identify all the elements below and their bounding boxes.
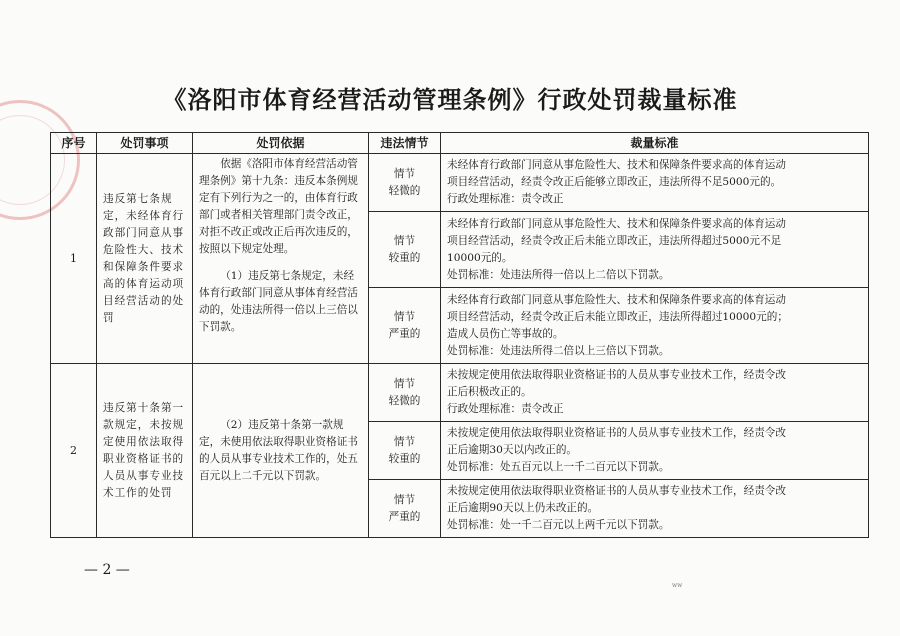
standard-line: 未经体育行政部门同意从事危险性大、技术和保障条件要求高的体育运动 [447, 159, 786, 171]
circumstance-level: 较重的 [388, 251, 421, 264]
basis-sub-text: （2）违反第十条第一款规定，未使用依法取得职业资格证书的人员从事专业技术工作的，处五百元以上二千元以下罚款。 [199, 418, 358, 482]
circumstance-cell [369, 288, 441, 364]
penalty-standard-table [50, 132, 869, 538]
circumstance-cell [369, 364, 441, 422]
standard-line: 行政处理标准：责令改正 [447, 193, 564, 205]
standard-line: 处罚标准：处违法所得二倍以上三倍以下罚款。 [447, 344, 670, 357]
row-number: 1 [51, 154, 97, 364]
circumstance-level: 轻微的 [388, 394, 421, 407]
circumstance-label: 情节 [393, 435, 416, 448]
circumstance-level: 严重的 [388, 510, 421, 523]
standard-line: 造成人员伤亡等事故的。 [447, 327, 564, 340]
penalty-item: 违反第十条第一款规定，未按规定使用依法取得职业资格证书的人员从事专业技术工作的处罚 [97, 364, 193, 538]
circumstance-level: 轻微的 [388, 184, 421, 197]
page-number: — 2 — [84, 562, 130, 578]
row-number: 2 [51, 364, 97, 538]
standard-cell [441, 212, 869, 288]
standard-line: 正后积极改正的。 [447, 386, 532, 398]
standard-cell [441, 422, 869, 480]
table-row [51, 154, 869, 212]
circumstance-cell [369, 422, 441, 480]
standard-line: 10000元的。 [447, 251, 513, 264]
header-item: 处罚事项 [97, 133, 193, 154]
standard-line: 项目经营活动，经责令改正后未能立即改正，违法所得超过5000元不足 [447, 234, 782, 247]
circumstance-level: 较重的 [388, 452, 421, 465]
standard-line: 处罚标准：处五百元以上一千二百元以下罚款。 [447, 461, 670, 473]
standard-line: 未按规定使用依法取得职业资格证书的人员从事专业技术工作，经责令改 [447, 485, 786, 497]
standard-line: 行政处理标准：责令改正 [447, 403, 564, 415]
standard-line: 处罚标准：处一千二百元以上两千元以下罚款。 [447, 519, 670, 531]
circumstance-label: 情节 [393, 310, 416, 323]
basis-sub-text: （1）违反第七条规定，未经体育行政部门同意从事体育经营活动的，处违法所得一倍以上三倍以下罚款。 [199, 270, 358, 333]
standard-cell [441, 480, 869, 538]
circumstance-label: 情节 [393, 167, 416, 180]
table-header-row [51, 133, 869, 154]
circumstance-label: 情节 [393, 234, 416, 247]
penalty-basis [193, 154, 369, 364]
footer-mark: ww [672, 582, 683, 589]
circumstance-label: 情节 [393, 493, 416, 506]
circumstance-label: 情节 [393, 377, 416, 390]
standard-line: 未经体育行政部门同意从事危险性大、技术和保障条件要求高的体育运动 [447, 293, 786, 306]
page-title: 《洛阳市体育经营活动管理条例》行政处罚裁量标准 [162, 85, 738, 114]
circumstance-cell [369, 480, 441, 538]
standard-cell [441, 288, 869, 364]
standard-line: 未经体育行政部门同意从事危险性大、技术和保障条件要求高的体育运动 [447, 217, 786, 230]
table-row [51, 364, 869, 422]
circumstance-cell [369, 212, 441, 288]
standard-line: 未按规定使用依法取得职业资格证书的人员从事专业技术工作，经责令改 [447, 427, 786, 439]
header-standard: 裁量标准 [441, 133, 869, 154]
circumstance-level: 严重的 [388, 327, 421, 340]
standard-line: 正后逾期30天以内改正的。 [447, 444, 578, 456]
standard-line: 处罚标准：处违法所得一倍以上二倍以下罚款。 [447, 268, 670, 281]
standard-cell [441, 154, 869, 212]
standard-line: 项目经营活动，经责令改正后未能立即改正，违法所得超过10000元的； [447, 310, 788, 323]
header-circumstance: 违法情节 [369, 133, 441, 154]
circumstance-cell [369, 154, 441, 212]
header-basis: 处罚依据 [193, 133, 369, 154]
penalty-basis [193, 364, 369, 538]
penalty-item: 违反第七条规定，未经体育行政部门同意从事危险性大、技术和保障条件要求高的体育运动项目经营活动的处罚 [97, 154, 193, 364]
standard-cell [441, 364, 869, 422]
basis-main-text: 依据《洛阳市体育经营活动管理条例》第十九条：违反本条例规定有下列行为之一的，由体育行政部门或者相关管理部门责令改正，对拒不改正或改正后再次违反的，按照以下规定处理。 [199, 158, 358, 255]
standard-line: 正后逾期90天以上仍未改正的。 [447, 502, 599, 514]
standard-line: 项目经营活动，经责令改正后能够立即改正，违法所得不足5000元的。 [447, 176, 782, 188]
standard-line: 未按规定使用依法取得职业资格证书的人员从事专业技术工作，经责令改 [447, 369, 786, 381]
header-no: 序号 [51, 133, 97, 154]
